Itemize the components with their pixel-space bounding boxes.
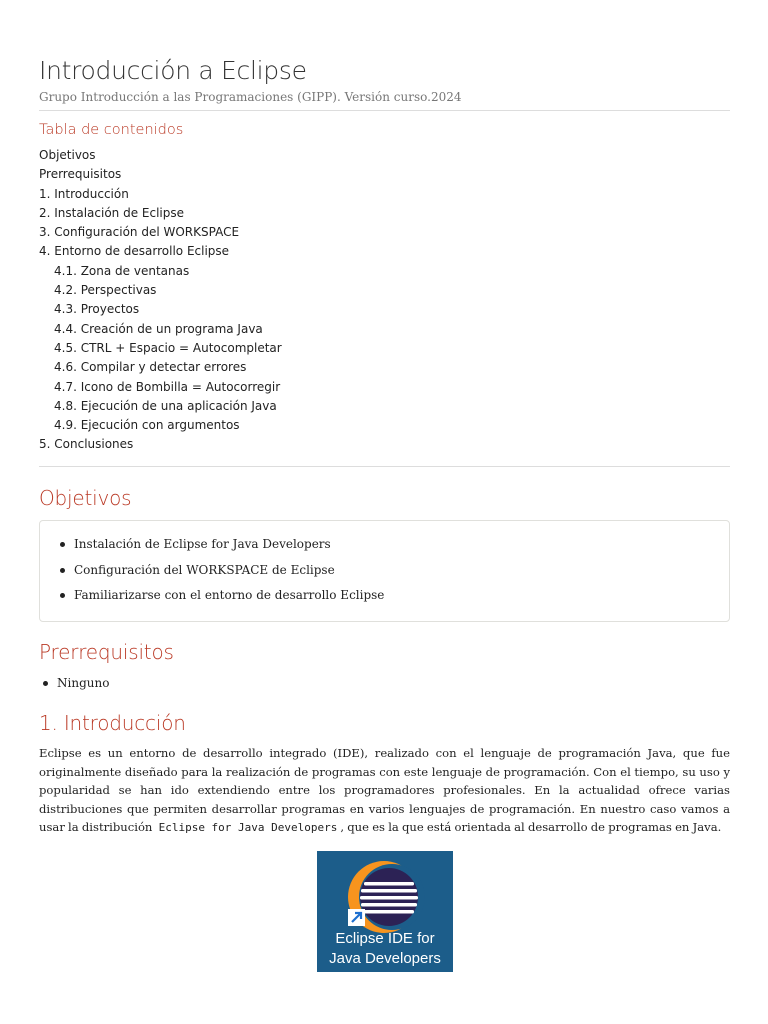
- list-item: Familiarizarse con el entorno de desarrollo Eclipse: [60, 586, 384, 612]
- toc-link-instalacion[interactable]: 2. Instalación de Eclipse: [39, 205, 185, 220]
- toc-link-introduccion[interactable]: 1. Introducción: [39, 186, 129, 201]
- intro-paragraph: [39, 744, 730, 838]
- objetivos-list: [60, 535, 384, 612]
- toc-link-creacion-programa[interactable]: 4.4. Creación de un programa Java: [54, 321, 263, 336]
- eclipse-ide-icon[interactable]: [317, 851, 453, 972]
- icon-label-line-1: Eclipse IDE for: [335, 930, 435, 947]
- toc-divider: [39, 466, 730, 467]
- icon-label-line-2: Java Developers: [329, 950, 441, 967]
- toc-link-workspace[interactable]: 3. Configuración del WORKSPACE: [39, 225, 240, 240]
- toc-link-conclusiones[interactable]: 5. Conclusiones: [39, 437, 134, 452]
- prerrequisitos-list: [43, 674, 109, 700]
- list-item: Ninguno: [43, 674, 109, 700]
- toc-link-prerrequisitos[interactable]: Prerrequisitos: [39, 167, 122, 182]
- page-title: Introducción a Eclipse: [39, 56, 307, 85]
- toc-link-argumentos[interactable]: 4.9. Ejecución con argumentos: [54, 418, 240, 433]
- toc-link-ejecucion[interactable]: 4.8. Ejecución de una aplicación Java: [54, 398, 277, 413]
- toc-link-entorno[interactable]: 4. Entorno de desarrollo Eclipse: [39, 244, 230, 259]
- intro-text-start: Eclipse es un entorno de desarrollo integrado (IDE), realizado con el lenguaje de programación Java, que fue originalmente diseñado para la realización de programas con este lenguaje de programación. Con el tiempo, su uso y popularidad se han ido extendiendo entre los programadores profesionales. En la actualidad ofrece varias distribuciones que permiten desarrollar programas en varios lenguajes de programación. En nuestro caso vamos a usar la distribución: [39, 746, 730, 835]
- toc-link-autocompletar[interactable]: 4.5. CTRL + Espacio = Autocompletar: [54, 340, 282, 355]
- inline-code: Eclipse for Java Developers: [158, 821, 338, 835]
- section-heading-introduccion: 1. Introducción: [39, 711, 186, 735]
- toc-link-zona-ventanas[interactable]: 4.1. Zona de ventanas: [54, 263, 190, 278]
- list-item: Configuración del WORKSPACE de Eclipse: [60, 561, 384, 587]
- toc-link-compilar[interactable]: 4.6. Compilar y detectar errores: [54, 360, 247, 375]
- toc-link-bombilla[interactable]: 4.7. Icono de Bombilla = Autocorregir: [54, 379, 281, 394]
- toc-link-proyectos[interactable]: 4.3. Proyectos: [54, 302, 140, 317]
- page-subtitle: Grupo Introducción a las Programaciones (GIPP). Versión curso.2024: [39, 90, 462, 104]
- section-heading-objetivos: Objetivos: [39, 486, 132, 510]
- objetivos-box: [39, 520, 730, 622]
- section-heading-prerrequisitos: Prerrequisitos: [39, 640, 174, 664]
- header-divider: [39, 110, 730, 111]
- toc-link-objetivos[interactable]: Objetivos: [39, 148, 96, 162]
- list-item: Instalación de Eclipse for Java Developers: [60, 535, 384, 561]
- shortcut-arrow-icon: [348, 909, 365, 926]
- toc-title: Tabla de contenidos: [39, 122, 184, 138]
- toc-list: [39, 146, 282, 455]
- intro-text-end: , que es la que está orientada al desarrollo de programas en Java.: [340, 820, 722, 835]
- toc-link-perspectivas[interactable]: 4.2. Perspectivas: [54, 283, 157, 298]
